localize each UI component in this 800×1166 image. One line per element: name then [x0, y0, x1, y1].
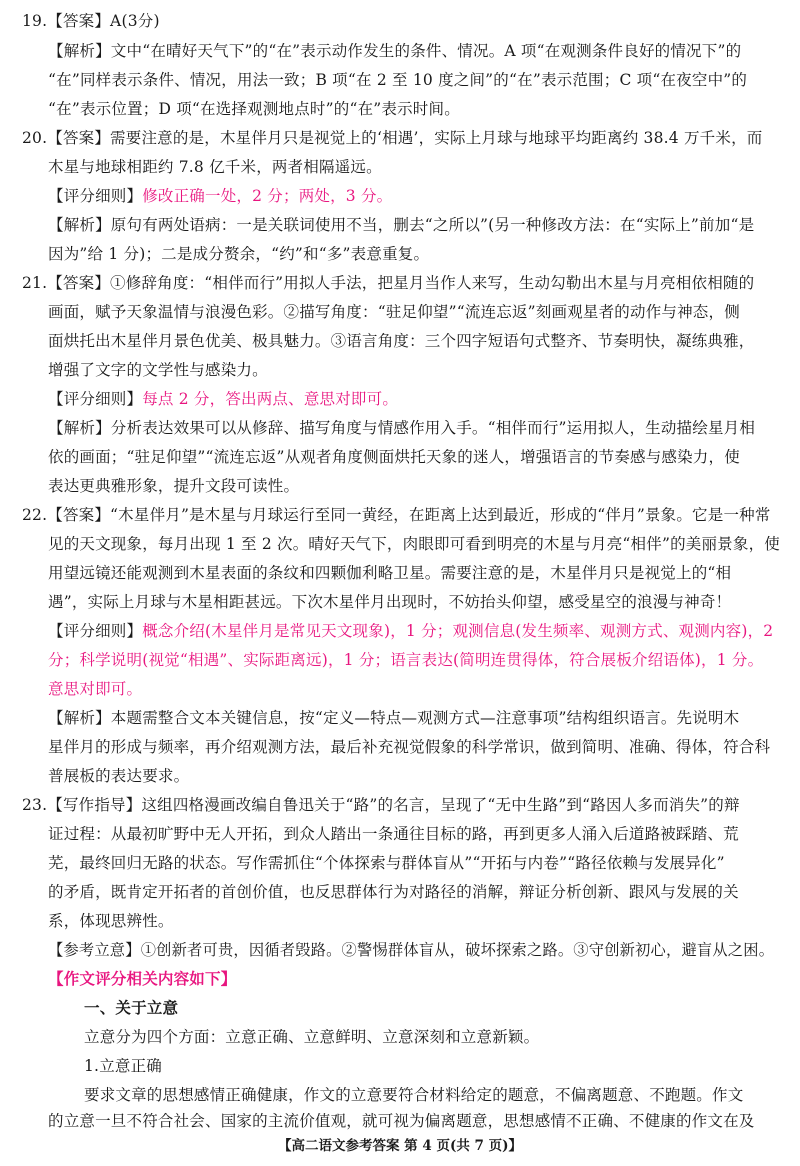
q20-answer-line: 20.【答案】需要注意的是，木星伴月只是视觉上的‘相遇’，实际上月球与地球平均距离约 38.4 万千米，而 [22, 129, 763, 147]
paragraph: 立意分为四个方面：立意正确、立意鲜明、立意深刻和立意新颖。 [84, 1028, 540, 1046]
q23-guide-line: 芜，最终回归无路的状态。写作需抓住“个体探索与群体盲从”“开拓与内卷”“路径依赖与发展异化” [48, 854, 725, 872]
scoring-text: 概念介绍(木星伴月是常见天文现象)，1 分；观测信息(发生频率、观测方式、观测内容)，2 [142, 622, 774, 640]
q22-answer-line: 用望远镜还能观测到木星表面的条纹和四颗伽利略卫星。需要注意的是，木星伴月只是视觉上的“相 [48, 564, 732, 582]
q21-answer-line: 画面，赋予天象温情与浪漫色彩。②描写角度：“驻足仰望”“流连忘返”刻画观星者的动作与神态，侧 [48, 303, 740, 321]
essay-scoring-heading: 【作文评分相关内容如下】 [48, 969, 237, 988]
q22-answer-line: 见的天文现象，每月出现 1 至 2 次。晴好天气下，肉眼即可看到明亮的木星与月亮“相伴”的美丽景象，使 [48, 535, 780, 553]
subheading: 1.立意正确 [84, 1057, 162, 1075]
q20-analysis-line: 【解析】原句有两处语病：一是关联词使用不当，删去“之所以”(另一种修改方法：在“实际上”前加“是 [48, 216, 755, 234]
q19-answer: 19.【答案】A(3分) [22, 12, 160, 30]
q21-answer-line: 增强了文字的文学性与感染力。 [48, 361, 268, 379]
section-heading: 一、关于立意 [84, 998, 179, 1017]
q22-analysis-line: 普展板的表达要求。 [48, 767, 190, 785]
q22-answer-line: 遇”，实际上月球与木星相距甚远。下次木星伴月出现时，不妨抬头仰望，感受星空的浪漫与神奇！ [48, 593, 732, 611]
q19-analysis-line: 【解析】文中“在晴好天气下”的“在”表示动作发生的条件、情况。A 项“在观测条件良好的情况下”的 [48, 42, 742, 60]
q20-analysis-line: 因为”给 1 分)；二是成分赘余，“约”和“多”表意重复。 [48, 245, 430, 263]
q23-guide-line: 证过程：从最初旷野中无人开拓，到众人踏出一条通往目标的路，再到更多人涌入后道路被踩踏、荒 [48, 825, 739, 843]
q22-answer-line: 22.【答案】“木星伴月”是木星与月球运行至同一黄经，在距离上达到最近，形成的“伴月”景象。它是一种常 [22, 506, 771, 524]
q21-answer-line: 面烘托出木星伴月景色优美、极具魅力。③语言角度：三个四字短语句式整齐、节奏明快，凝练典雅， [48, 332, 755, 350]
q19-analysis-line: “在”同样表示条件、情况，用法一致；B 项“在 2 至 10 度之间”的“在”表示范围；C 项“在夜空中”的 [48, 71, 748, 89]
q22-scoring [48, 620, 773, 642]
q23-guide-line: 系，体现思辨性。 [48, 912, 174, 930]
scoring-label: 【评分细则】 [48, 390, 143, 408]
paragraph-line: 要求文章的思想感情正确健康，作文的立意要符合材料给定的题意，不偏离题意、不跑题。作文 [84, 1086, 744, 1104]
q21-scoring [48, 388, 398, 410]
q23-guide-line: 的矛盾，既肯定开拓者的首创价值，也反思群体行为对路径的消解，辩证分析创新、跟风与发展的关 [48, 883, 739, 901]
q22-scoring-line: 意思对即可。 [48, 680, 143, 698]
q20-scoring [48, 185, 392, 207]
scoring-text: 修改正确一处，2 分；两处，3 分。 [142, 187, 393, 205]
scoring-label: 【评分细则】 [48, 187, 143, 205]
q21-analysis-line: 表达更典雅形象，提升文段可读性。 [48, 477, 300, 495]
q22-analysis-line: 星伴月的形成与频率，再介绍观测方法，最后补充视觉假象的科学常识，做到简明、准确、得体，符合科 [48, 738, 771, 756]
q23-guide-line: 23.【写作指导】这组四格漫画改编自鲁迅关于“路”的名言，呈现了“无中生路”到“路因人多而消失”的辩 [22, 796, 740, 814]
q20-answer-line: 木星与地球相距约 7.8 亿千米，两者相隔遥远。 [48, 158, 382, 176]
q19-analysis-line: “在”表示位置；D 项“在选择观测地点时”的“在”表示时间。 [48, 100, 460, 118]
paragraph-line: 的立意一旦不符合社会、国家的主流价值观，就可视为偏离题意，思想感情不正确、不健康的作文在及 [48, 1112, 755, 1130]
q21-analysis-line: 依的画面；“驻足仰望”“流连忘返”从观者角度侧面烘托天象的迷人，增强语言的节奏感与感染力，使 [48, 448, 740, 466]
q21-analysis-line: 【解析】分析表达效果可以从修辞、描写角度与情感作用入手。“相伴而行”运用拟人，生动描绘星月相 [48, 419, 756, 437]
scoring-text: 每点 2 分，答出两点、意思对即可。 [142, 390, 399, 408]
scoring-label: 【评分细则】 [48, 622, 143, 640]
q22-analysis-line: 【解析】本题需整合文本关键信息，按“定义—特点—观测方式—注意事项”结构组织语言。先说明木 [48, 709, 740, 727]
q21-answer-line: 21.【答案】①修辞角度：“相伴而行”用拟人手法，把星月当作人来写，生动勾勒出木星与月亮相依相随的 [22, 274, 755, 292]
page-footer: 【高二语文参考答案 第 4 页(共 7 页)】 [277, 1138, 523, 1154]
q23-reference-themes: 【参考立意】①创新者可贵，因循者毁路。②警惕群体盲从，破坏探索之路。③守创新初心，避盲从之困。 [48, 941, 775, 959]
q22-scoring-line: 分；科学说明(视觉“相遇”、实际距离远)，1 分；语言表达(简明连贯得体，符合展板介绍语体)，1 分。 [48, 651, 764, 669]
